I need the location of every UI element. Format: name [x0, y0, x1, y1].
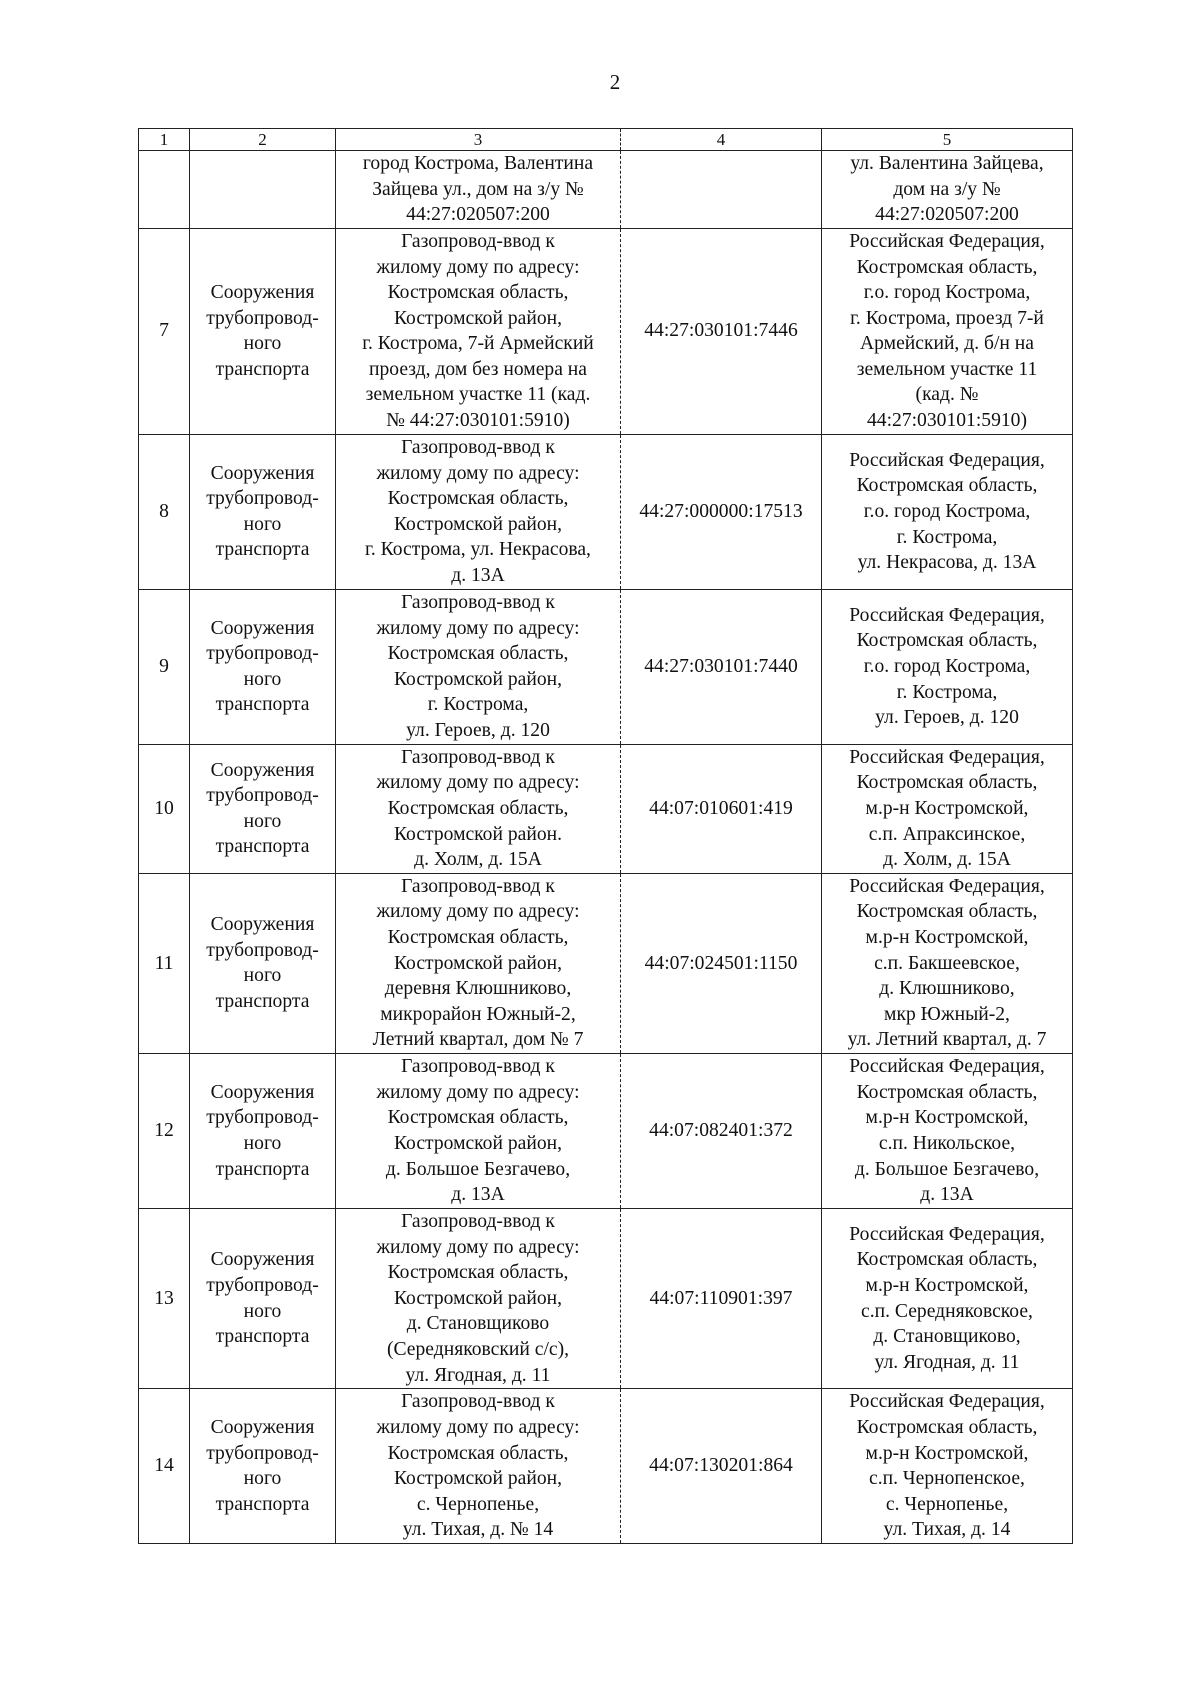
table-row	[139, 1389, 1073, 1544]
table-row	[139, 228, 1073, 434]
object-address-cell: Газопровод-ввод к жилому дому по адресу: Костромская область, Костромской район, г. Кострома, 7-й Армейский проезд, дом без номера на земельном участке 11 (кад. № 44:27:030101:5910)	[336, 228, 621, 434]
table-body	[139, 151, 1073, 1544]
table-row-continuation	[139, 151, 1073, 229]
table-row	[139, 1208, 1073, 1388]
cadastral-number-cell: 44:27:030101:7440	[621, 589, 822, 744]
object-type-cell: Сооружения трубопровод- ного транспорта	[190, 589, 336, 744]
table-row	[139, 744, 1073, 873]
object-type-cell: Сооружения трубопровод- ного транспорта	[190, 434, 336, 589]
row-number-cell: 13	[139, 1208, 190, 1388]
cadastral-number-cell: 44:27:000000:17513	[621, 434, 822, 589]
object-address-cell: Газопровод-ввод к жилому дому по адресу: Костромская область, Костромской район. д. Холм, д. 15А	[336, 744, 621, 873]
object-location-cell: Российская Федерация, Костромская область, м.р-н Костромской, с.п. Апраксинское, д. Холм, д. 15А	[822, 744, 1073, 873]
cadastral-number-cell: 44:07:082401:372	[621, 1053, 822, 1208]
object-address-cell: Газопровод-ввод к жилому дому по адресу: Костромская область, Костромской район, д. Становщиково (Середняковский с/с), ул. Ягодная, д. 11	[336, 1208, 621, 1388]
object-location-cell: Российская Федерация, Костромская область, г.о. город Кострома, г. Кострома, ул. Некрасова, д. 13А	[822, 434, 1073, 589]
object-type-cell: Сооружения трубопровод- ного транспорта	[190, 873, 336, 1053]
object-address-cell: Газопровод-ввод к жилому дому по адресу: Костромская область, Костромской район, д. Большое Безгачево, д. 13А	[336, 1053, 621, 1208]
object-location-cell: Российская Федерация, Костромская область, г.о. город Кострома, г. Кострома, проезд 7-й Армейский, д. б/н на земельном участке 11 (кад. № 44:27:030101:5910)	[822, 228, 1073, 434]
page-number: 2	[609, 70, 621, 94]
object-location-cell: Российская Федерация, Костромская область, м.р-н Костромской, с.п. Чернопенское, с. Чернопенье, ул. Тихая, д. 14	[822, 1389, 1073, 1544]
object-type-cell: Сооружения трубопровод- ного транспорта	[190, 1208, 336, 1388]
row-number-cell: 11	[139, 873, 190, 1053]
object-type-cell: Сооружения трубопровод- ного транспорта	[190, 744, 336, 873]
cadastral-number-cell: 44:07:110901:397	[621, 1208, 822, 1388]
table-row	[139, 589, 1073, 744]
column-number: 1	[139, 129, 190, 151]
table-row	[139, 873, 1073, 1053]
object-address-cell: Газопровод-ввод к жилому дому по адресу: Костромская область, Костромской район, с. Чернопенье, ул. Тихая, д. № 14	[336, 1389, 621, 1544]
column-number: 3	[336, 129, 621, 151]
table-row	[139, 1053, 1073, 1208]
cadastral-number-cell	[621, 151, 822, 229]
object-address-cell: Газопровод-ввод к жилому дому по адресу: Костромская область, Костромской район, деревня Клюшниково, микрорайон Южный-2, Летний квартал, дом № 7	[336, 873, 621, 1053]
row-number-cell: 14	[139, 1389, 190, 1544]
cadastral-number-cell: 44:07:024501:1150	[621, 873, 822, 1053]
row-number-cell: 12	[139, 1053, 190, 1208]
column-number: 5	[822, 129, 1073, 151]
object-location-cell: ул. Валентина Зайцева, дом на з/у № 44:27:020507:200	[822, 151, 1073, 229]
table-row	[139, 434, 1073, 589]
column-number: 2	[190, 129, 336, 151]
object-location-cell: Российская Федерация, Костромская область, м.р-н Костромской, с.п. Никольское, д. Большое Безгачево, д. 13А	[822, 1053, 1073, 1208]
cadastral-number-cell: 44:07:130201:864	[621, 1389, 822, 1544]
registry-table	[138, 128, 1073, 1544]
object-type-cell: Сооружения трубопровод- ного транспорта	[190, 228, 336, 434]
column-number: 4	[621, 129, 822, 151]
cadastral-number-cell: 44:27:030101:7446	[621, 228, 822, 434]
row-number-cell: 9	[139, 589, 190, 744]
object-address-cell: город Кострома, Валентина Зайцева ул., дом на з/у № 44:27:020507:200	[336, 151, 621, 229]
cadastral-number-cell: 44:07:010601:419	[621, 744, 822, 873]
object-type-cell	[190, 151, 336, 229]
row-number-cell	[139, 151, 190, 229]
row-number-cell: 10	[139, 744, 190, 873]
object-location-cell: Российская Федерация, Костромская область, г.о. город Кострома, г. Кострома, ул. Героев, д. 120	[822, 589, 1073, 744]
column-number-row	[139, 129, 1073, 151]
row-number-cell: 7	[139, 228, 190, 434]
object-location-cell: Российская Федерация, Костромская область, м.р-н Костромской, с.п. Бакшеевское, д. Клюшниково, мкр Южный-2, ул. Летний квартал, д. 7	[822, 873, 1073, 1053]
object-address-cell: Газопровод-ввод к жилому дому по адресу: Костромская область, Костромской район, г. Кострома, ул. Героев, д. 120	[336, 589, 621, 744]
object-type-cell: Сооружения трубопровод- ного транспорта	[190, 1053, 336, 1208]
row-number-cell: 8	[139, 434, 190, 589]
object-location-cell: Российская Федерация, Костромская область, м.р-н Костромской, с.п. Середняковское, д. Становщиково, ул. Ягодная, д. 11	[822, 1208, 1073, 1388]
object-address-cell: Газопровод-ввод к жилому дому по адресу: Костромская область, Костромской район, г. Кострома, ул. Некрасова, д. 13А	[336, 434, 621, 589]
object-type-cell: Сооружения трубопровод- ного транспорта	[190, 1389, 336, 1544]
